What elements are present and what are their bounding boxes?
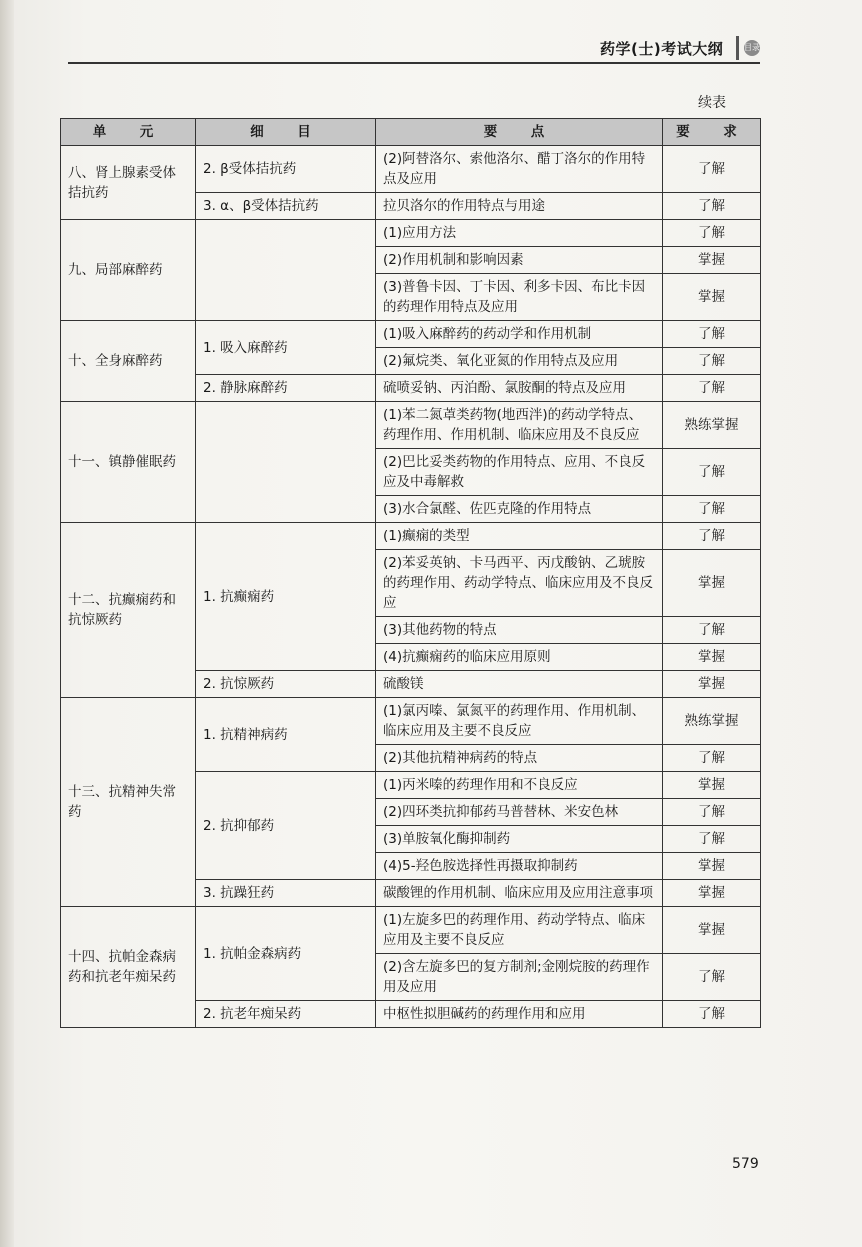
table-row bbox=[61, 220, 761, 247]
point-cell: (2)阿替洛尔、索他洛尔、醋丁洛尔的作用特点及应用 bbox=[376, 146, 663, 193]
item-cell: 2. 抗抑郁药 bbox=[196, 772, 376, 880]
column-header-requirement: 要 求 bbox=[663, 119, 761, 146]
point-cell: (3)单胺氧化酶抑制药 bbox=[376, 826, 663, 853]
requirement-cell: 了解 bbox=[663, 348, 761, 375]
item-cell: 3. α、β受体拮抗药 bbox=[196, 193, 376, 220]
point-cell: (2)四环类抗抑郁药马普替林、米安色林 bbox=[376, 799, 663, 826]
unit-cell: 八、肾上腺素受体拮抗药 bbox=[61, 146, 196, 220]
item-cell: 1. 抗帕金森病药 bbox=[196, 907, 376, 1001]
point-cell: 硫酸镁 bbox=[376, 671, 663, 698]
point-cell: (2)苯妥英钠、卡马西平、丙戊酸钠、乙琥胺的药理作用、药动学特点、临床应用及不良反应 bbox=[376, 550, 663, 617]
point-cell: 拉贝洛尔的作用特点与用途 bbox=[376, 193, 663, 220]
requirement-cell: 掌握 bbox=[663, 772, 761, 799]
requirement-cell: 了解 bbox=[663, 496, 761, 523]
item-cell: 3. 抗躁狂药 bbox=[196, 880, 376, 907]
item-cell: 2. β受体拮抗药 bbox=[196, 146, 376, 193]
point-cell: 碳酸锂的作用机制、临床应用及应用注意事项 bbox=[376, 880, 663, 907]
header-badge-icon: 目录 bbox=[744, 40, 760, 56]
requirement-cell: 掌握 bbox=[663, 274, 761, 321]
requirement-cell: 掌握 bbox=[663, 247, 761, 274]
table-row bbox=[61, 698, 761, 745]
point-cell: (2)氟烷类、氧化亚氮的作用特点及应用 bbox=[376, 348, 663, 375]
point-cell: (1)丙米嗪的药理作用和不良反应 bbox=[376, 772, 663, 799]
column-header-unit: 单 元 bbox=[61, 119, 196, 146]
point-cell: (1)苯二氮䓬类药物(地西泮)的药动学特点、药理作用、作用机制、临床应用及不良反应 bbox=[376, 402, 663, 449]
requirement-cell: 了解 bbox=[663, 220, 761, 247]
item-cell: 1. 抗癫痫药 bbox=[196, 523, 376, 671]
point-cell: (4)5-羟色胺选择性再摄取抑制药 bbox=[376, 853, 663, 880]
point-cell: (2)其他抗精神病药的特点 bbox=[376, 745, 663, 772]
column-header-item: 细 目 bbox=[196, 119, 376, 146]
requirement-cell: 了解 bbox=[663, 321, 761, 348]
point-cell: (1)左旋多巴的药理作用、药动学特点、临床应用及主要不良反应 bbox=[376, 907, 663, 954]
requirement-cell: 掌握 bbox=[663, 644, 761, 671]
requirement-cell: 熟练掌握 bbox=[663, 402, 761, 449]
point-cell: (2)含左旋多巴的复方制剂;金刚烷胺的药理作用及应用 bbox=[376, 954, 663, 1001]
requirement-cell: 了解 bbox=[663, 449, 761, 496]
point-cell: (2)作用机制和影响因素 bbox=[376, 247, 663, 274]
item-cell bbox=[196, 220, 376, 321]
requirement-cell: 掌握 bbox=[663, 880, 761, 907]
column-header-point: 要 点 bbox=[376, 119, 663, 146]
table-row bbox=[61, 907, 761, 954]
point-cell: (3)其他药物的特点 bbox=[376, 617, 663, 644]
unit-cell: 十四、抗帕金森病药和抗老年痴呆药 bbox=[61, 907, 196, 1028]
unit-cell: 十一、镇静催眠药 bbox=[61, 402, 196, 523]
requirement-cell: 了解 bbox=[663, 954, 761, 1001]
requirement-cell: 了解 bbox=[663, 799, 761, 826]
point-cell: 硫喷妥钠、丙泊酚、氯胺酮的特点及应用 bbox=[376, 375, 663, 402]
point-cell: (2)巴比妥类药物的作用特点、应用、不良反应及中毒解救 bbox=[376, 449, 663, 496]
continued-table-label: 续表 bbox=[698, 95, 726, 111]
table-row bbox=[61, 321, 761, 348]
requirement-cell: 掌握 bbox=[663, 671, 761, 698]
item-cell: 1. 抗精神病药 bbox=[196, 698, 376, 772]
item-cell: 2. 抗老年痴呆药 bbox=[196, 1001, 376, 1028]
unit-cell: 十、全身麻醉药 bbox=[61, 321, 196, 402]
unit-cell: 九、局部麻醉药 bbox=[61, 220, 196, 321]
point-cell: (3)水合氯醛、佐匹克隆的作用特点 bbox=[376, 496, 663, 523]
page-spine-shadow bbox=[0, 0, 14, 1247]
point-cell: (4)抗癫痫药的临床应用原则 bbox=[376, 644, 663, 671]
table-row bbox=[61, 523, 761, 550]
item-cell: 2. 静脉麻醉药 bbox=[196, 375, 376, 402]
requirement-cell: 熟练掌握 bbox=[663, 698, 761, 745]
table-row bbox=[61, 402, 761, 449]
header-separator bbox=[736, 36, 739, 60]
requirement-cell: 了解 bbox=[663, 826, 761, 853]
table-row bbox=[61, 146, 761, 193]
syllabus-table bbox=[60, 118, 761, 1028]
item-cell bbox=[196, 402, 376, 523]
requirement-cell: 掌握 bbox=[663, 550, 761, 617]
requirement-cell: 掌握 bbox=[663, 853, 761, 880]
requirement-cell: 掌握 bbox=[663, 907, 761, 954]
unit-cell: 十三、抗精神失常药 bbox=[61, 698, 196, 907]
page-number: 579 bbox=[732, 1156, 759, 1172]
point-cell: (1)癫痫的类型 bbox=[376, 523, 663, 550]
table-header-row bbox=[61, 119, 761, 146]
running-header-title: 药学(士)考试大纲 bbox=[600, 40, 724, 58]
requirement-cell: 了解 bbox=[663, 146, 761, 193]
requirement-cell: 了解 bbox=[663, 523, 761, 550]
point-cell: (3)普鲁卡因、丁卡因、利多卡因、布比卡因的药理作用特点及应用 bbox=[376, 274, 663, 321]
item-cell: 1. 吸入麻醉药 bbox=[196, 321, 376, 375]
point-cell: (1)应用方法 bbox=[376, 220, 663, 247]
point-cell: (1)吸入麻醉药的药动学和作用机制 bbox=[376, 321, 663, 348]
point-cell: (1)氯丙嗪、氯氮平的药理作用、作用机制、临床应用及主要不良反应 bbox=[376, 698, 663, 745]
unit-cell: 十二、抗癫痫药和抗惊厥药 bbox=[61, 523, 196, 698]
requirement-cell: 了解 bbox=[663, 617, 761, 644]
requirement-cell: 了解 bbox=[663, 193, 761, 220]
requirement-cell: 了解 bbox=[663, 375, 761, 402]
item-cell: 2. 抗惊厥药 bbox=[196, 671, 376, 698]
requirement-cell: 了解 bbox=[663, 745, 761, 772]
header-rule bbox=[68, 62, 760, 64]
requirement-cell: 了解 bbox=[663, 1001, 761, 1028]
point-cell: 中枢性拟胆碱药的药理作用和应用 bbox=[376, 1001, 663, 1028]
